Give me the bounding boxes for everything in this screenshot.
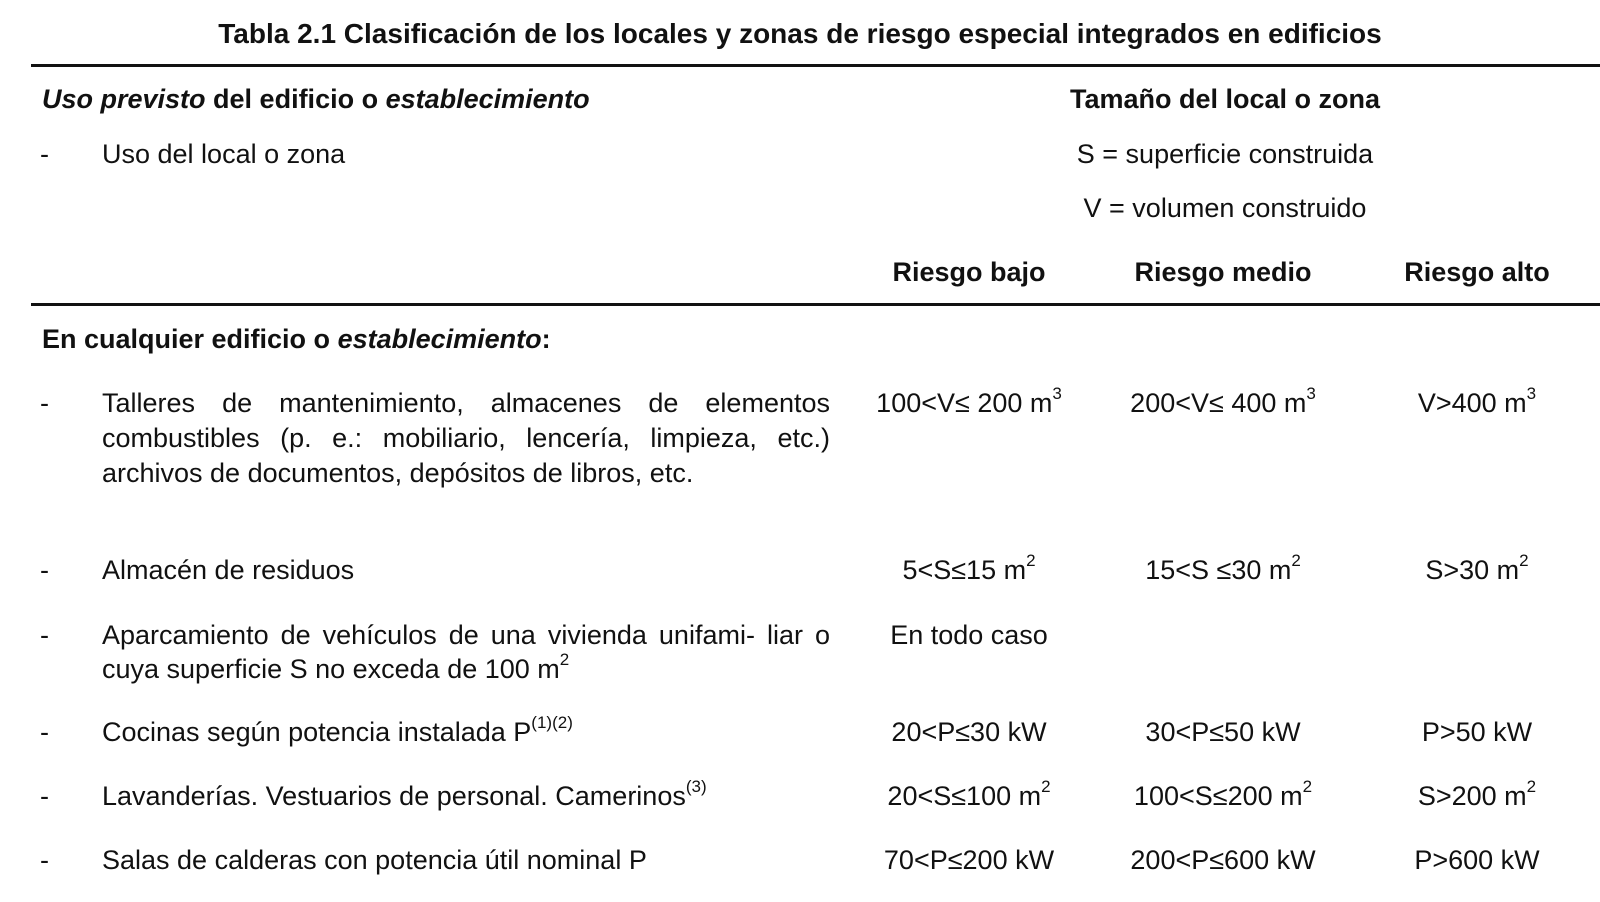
del-edificio-label: del edificio o [205,84,386,114]
uso-previsto-label: Uso previsto [42,84,206,114]
header-dash: - [40,139,49,169]
row-riesgo-bajo: En todo caso [890,620,1048,650]
header-v-def: V = volumen construido [1083,193,1367,223]
row-text: Aparcamiento de vehículos de una vivienda unifami- liar o cuya superficie S no exceda de 100 $m^2$ [102,620,830,684]
header-s-def: S = superficie construida [1076,139,1374,169]
row-riesgo-alto: P>50 kW [1421,717,1533,747]
row-riesgo-medio: 100<S≤200 $m^2$ [1133,777,1313,811]
row-riesgo-medio: 15<S ≤30 $m^2$ [1145,551,1301,585]
row-riesgo-alto: S>30 $m^2$ [1425,551,1529,585]
mid-rule [31,303,1600,306]
row-riesgo-alto: P>600 kW [1414,845,1540,875]
section-suffix: : [541,324,551,354]
header-uso-local: Uso del local o zona [102,139,346,169]
row-riesgo-medio: 200<P≤600 kW [1130,845,1316,875]
row-text: Lavanderías. Vestuarios de personal. Camerinos$^{(3)}$ [102,777,707,811]
row-riesgo-bajo: 70<P≤200 kW [883,845,1055,875]
header-tamano: Tamaño del local o zona [1069,84,1381,114]
row-text: Cocinas según potencia instalada $P^{(1)(2)}$ [102,713,573,747]
row-text: Talleres de mantenimiento, almacenes de elementos combustibles (p. e.: mobiliario, lencería, limpieza, etc.) archivos de documentos, depósitos de libros, etc. [102,388,830,488]
row-dash: - [40,555,49,585]
section-prefix: En cualquier edificio o [42,324,338,354]
row-dash: - [40,620,49,650]
section-heading [42,324,551,355]
row-riesgo-bajo: 5<S≤15 $m^2$ [902,551,1036,585]
row-dash: - [40,388,49,418]
row-dash: - [40,781,49,811]
establecimiento-label: establecimiento [385,84,590,114]
row-riesgo-bajo: 20<P≤30 kW [891,717,1047,747]
row-riesgo-medio: 200<V≤ 400 $m^3$ [1130,384,1316,418]
row-text: Almacén de residuos [102,555,355,585]
header-uso-previsto [42,84,590,115]
row-riesgo-bajo: 100<V≤ 200 $m^3$ [876,384,1062,418]
row-riesgo-alto: S>200 $m^2$ [1417,777,1537,811]
row-riesgo-bajo: 20<S≤100 $m^2$ [887,777,1051,811]
table-title: Tabla 2.1 Clasificación de los locales y zonas de riesgo especial integrados en edificios [218,18,1382,49]
row-dash: - [40,845,49,875]
section-italic: establecimiento [337,324,542,354]
row-riesgo-alto: V>400 $m^3$ [1417,384,1537,418]
header-riesgo-medio: Riesgo medio [1134,257,1312,287]
row-dash: - [40,717,49,747]
top-rule [31,64,1600,67]
header-riesgo-bajo: Riesgo bajo [892,257,1046,287]
header-riesgo-alto: Riesgo alto [1404,257,1550,287]
row-text: Salas de calderas con potencia útil nominal P [102,845,647,875]
row-riesgo-medio: 30<P≤50 kW [1145,717,1301,747]
